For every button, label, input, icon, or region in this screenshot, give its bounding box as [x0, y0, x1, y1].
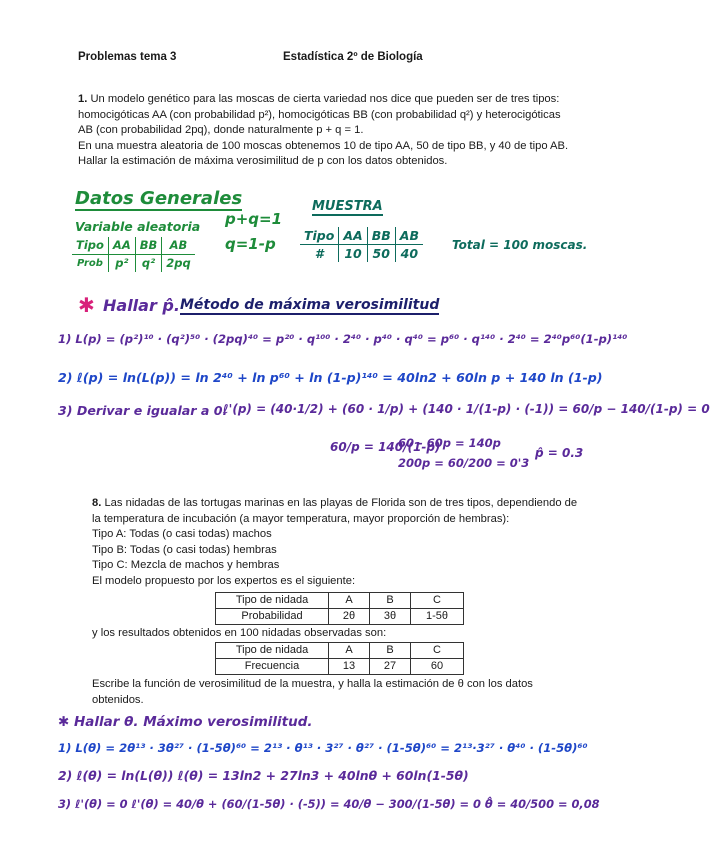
table-cell: AA	[339, 227, 367, 245]
p-hat-result: p̂ = 0.3	[535, 446, 584, 460]
table-row	[216, 659, 464, 675]
problem1-statement	[78, 92, 570, 170]
table-cell: 60	[411, 659, 464, 675]
hallar-theta: ✱ Hallar θ. Máximo verosimilitud.	[58, 714, 313, 730]
variable-label: Variable aleatoria	[75, 219, 201, 234]
table-cell: C	[411, 643, 464, 659]
table-cell: Probabilidad	[216, 609, 329, 625]
problem8-number: 8.	[92, 497, 102, 509]
problem1-text2: En una muestra aleatoria de 100 moscas obtenemos 10 de tipo AA, 50 de tipo BB, y 40 de tipo AB. Hallar la estimación de máxima verosimilitud de p con los datos obtenidos.	[78, 139, 569, 168]
tipo-b: Tipo B: Todas (o casi todas) hembras	[92, 543, 277, 556]
table-cell: Frecuencia	[216, 659, 329, 675]
hallar-p: Hallar p̂.	[103, 296, 180, 315]
step3-equation: 60/p = 140/(1-p)	[330, 440, 441, 454]
pq-sum: p+q=1	[225, 210, 283, 228]
table-cell: C	[411, 593, 464, 609]
probability-table	[215, 592, 464, 625]
problem1-number: 1.	[78, 93, 88, 105]
table-row	[300, 245, 423, 263]
table-cell: 27	[370, 659, 411, 675]
tipo-a: Tipo A: Todas (o casi todas) machos	[92, 528, 272, 541]
step2-loglikelihood: 2) ℓ(p) = ln(L(p)) = ln 2⁴⁰ + ln p⁶⁰ + ln (1-p)¹⁴⁰ = 40ln2 + 60ln p + 140 ln (1-p)	[58, 370, 603, 385]
table-cell: B	[370, 593, 411, 609]
step2-theta-loglikelihood: 2) ℓ(θ) = ln(L(θ)) ℓ(θ) = 13ln2 + 27ln3 + 40lnθ + 60ln(1-5θ)	[58, 768, 469, 783]
step3-label: 3) Derivar e igualar a 0.	[58, 403, 228, 418]
table-cell: Prob	[72, 255, 108, 273]
table-row	[72, 237, 195, 255]
table-cell: AB	[395, 227, 423, 245]
step3-derivative: ℓ'(p) = (40·1/2) + (60 · 1/p) + (140 · 1/(1-p) · (-1)) = 60/p − 140/(1-p) = 0	[223, 402, 710, 416]
table-cell: A	[329, 643, 370, 659]
table-cell: 2θ	[329, 609, 370, 625]
resultados-text: y los resultados obtenidos en 100 nidadas observadas son:	[92, 627, 387, 639]
table-row	[72, 255, 195, 273]
table-cell: Tipo	[72, 237, 108, 255]
table-cell: 3θ	[370, 609, 411, 625]
escribe-text: Escribe la función de verosimilitud de la muestra, y halla la estimación de θ con los datos obtenidos.	[92, 678, 533, 706]
total-moscas: Total = 100 moscas.	[452, 238, 588, 252]
table-cell: #	[300, 245, 339, 263]
table-cell: q²	[135, 255, 162, 273]
table-cell: B	[370, 643, 411, 659]
table-cell: 10	[339, 245, 367, 263]
metodo-title: Método de máxima verosimilitud	[180, 297, 440, 313]
table-cell: 2pq	[166, 256, 191, 270]
table-cell: Tipo	[300, 227, 339, 245]
problem8-text: Las nidadas de las tortugas marinas en las playas de Florida son de tres tipos, dependiendo de la temperatura de incubación (a mayor temperatura, mayor proporción de hembras):	[92, 497, 578, 525]
table-cell: A	[329, 593, 370, 609]
step3-line2: 60 - 60p = 140p	[398, 436, 501, 450]
muestra-table	[300, 227, 423, 262]
table-cell: BB	[367, 227, 395, 245]
datos-generales-title: Datos Generales	[75, 188, 243, 209]
table-cell: AB	[162, 237, 195, 255]
table-cell: 1-5θ	[411, 609, 464, 625]
q-equals: q=1-p	[225, 235, 276, 253]
table-row	[216, 593, 464, 609]
problem8-statement	[92, 496, 582, 590]
step1-theta-likelihood: 1) L(θ) = 2θ¹³ · 3θ²⁷ · (1-5θ)⁶⁰ = 2¹³ · θ¹³ · 3²⁷ · θ²⁷ · (1-5θ)⁶⁰ = 2¹³·3²⁷ · θ⁴⁰ · (1-5θ)⁶⁰	[58, 741, 588, 755]
table-cell: 50	[367, 245, 395, 263]
table-cell: Tipo de nidada	[216, 593, 329, 609]
table-cell: Tipo de nidada	[216, 643, 329, 659]
table-cell: 13	[329, 659, 370, 675]
frequency-table	[215, 642, 464, 675]
step1-likelihood: 1) L(p) = (p²)¹⁰ · (q²)⁵⁰ · (2pq)⁴⁰ = p²⁰ · q¹⁰⁰ · 2⁴⁰ · p⁴⁰ · q⁴⁰ = p⁶⁰ · q¹⁴⁰ · 2⁴⁰ = 2⁴⁰p⁶⁰(1-p)¹⁴⁰	[58, 332, 628, 346]
modelo-text: El modelo propuesto por los expertos es el siguiente:	[92, 574, 356, 587]
table-row	[216, 643, 464, 659]
table-cell: BB	[135, 237, 162, 255]
tipo-c: Tipo C: Mezcla de machos y hembras	[92, 559, 280, 572]
problem1-text: Un modelo genético para las moscas de cierta variedad nos dice que pueden ser de tres tipos: homocigóticas AA (con probabilidad p²), homocigóticas BB (con probabilidad q²) y heterocigóticas AB (con probabilidad 2pq), donde naturalmente p + q = 1.	[78, 93, 561, 137]
table-cell: 40	[400, 246, 419, 261]
step3-theta-derivative: 3) ℓ'(θ) = 0 ℓ'(θ) = 40/θ + (60/(1-5θ) · (-5)) = 40/θ − 300/(1-5θ) = 0 θ̂ = 40/500 = 0,08	[58, 797, 600, 811]
variable-table	[72, 237, 195, 272]
header-left: Problemas tema 3	[78, 51, 177, 63]
step3-line3: 200p = 60/200 = 0'3	[398, 456, 530, 470]
table-cell: AA	[108, 237, 135, 255]
table-row	[216, 609, 464, 625]
table-cell: p²	[108, 255, 135, 273]
table-row	[300, 227, 423, 245]
muestra-title: MUESTRA	[312, 199, 383, 214]
star-icon: ✱	[78, 293, 95, 317]
header-right: Estadística 2º de Biología	[283, 51, 423, 63]
